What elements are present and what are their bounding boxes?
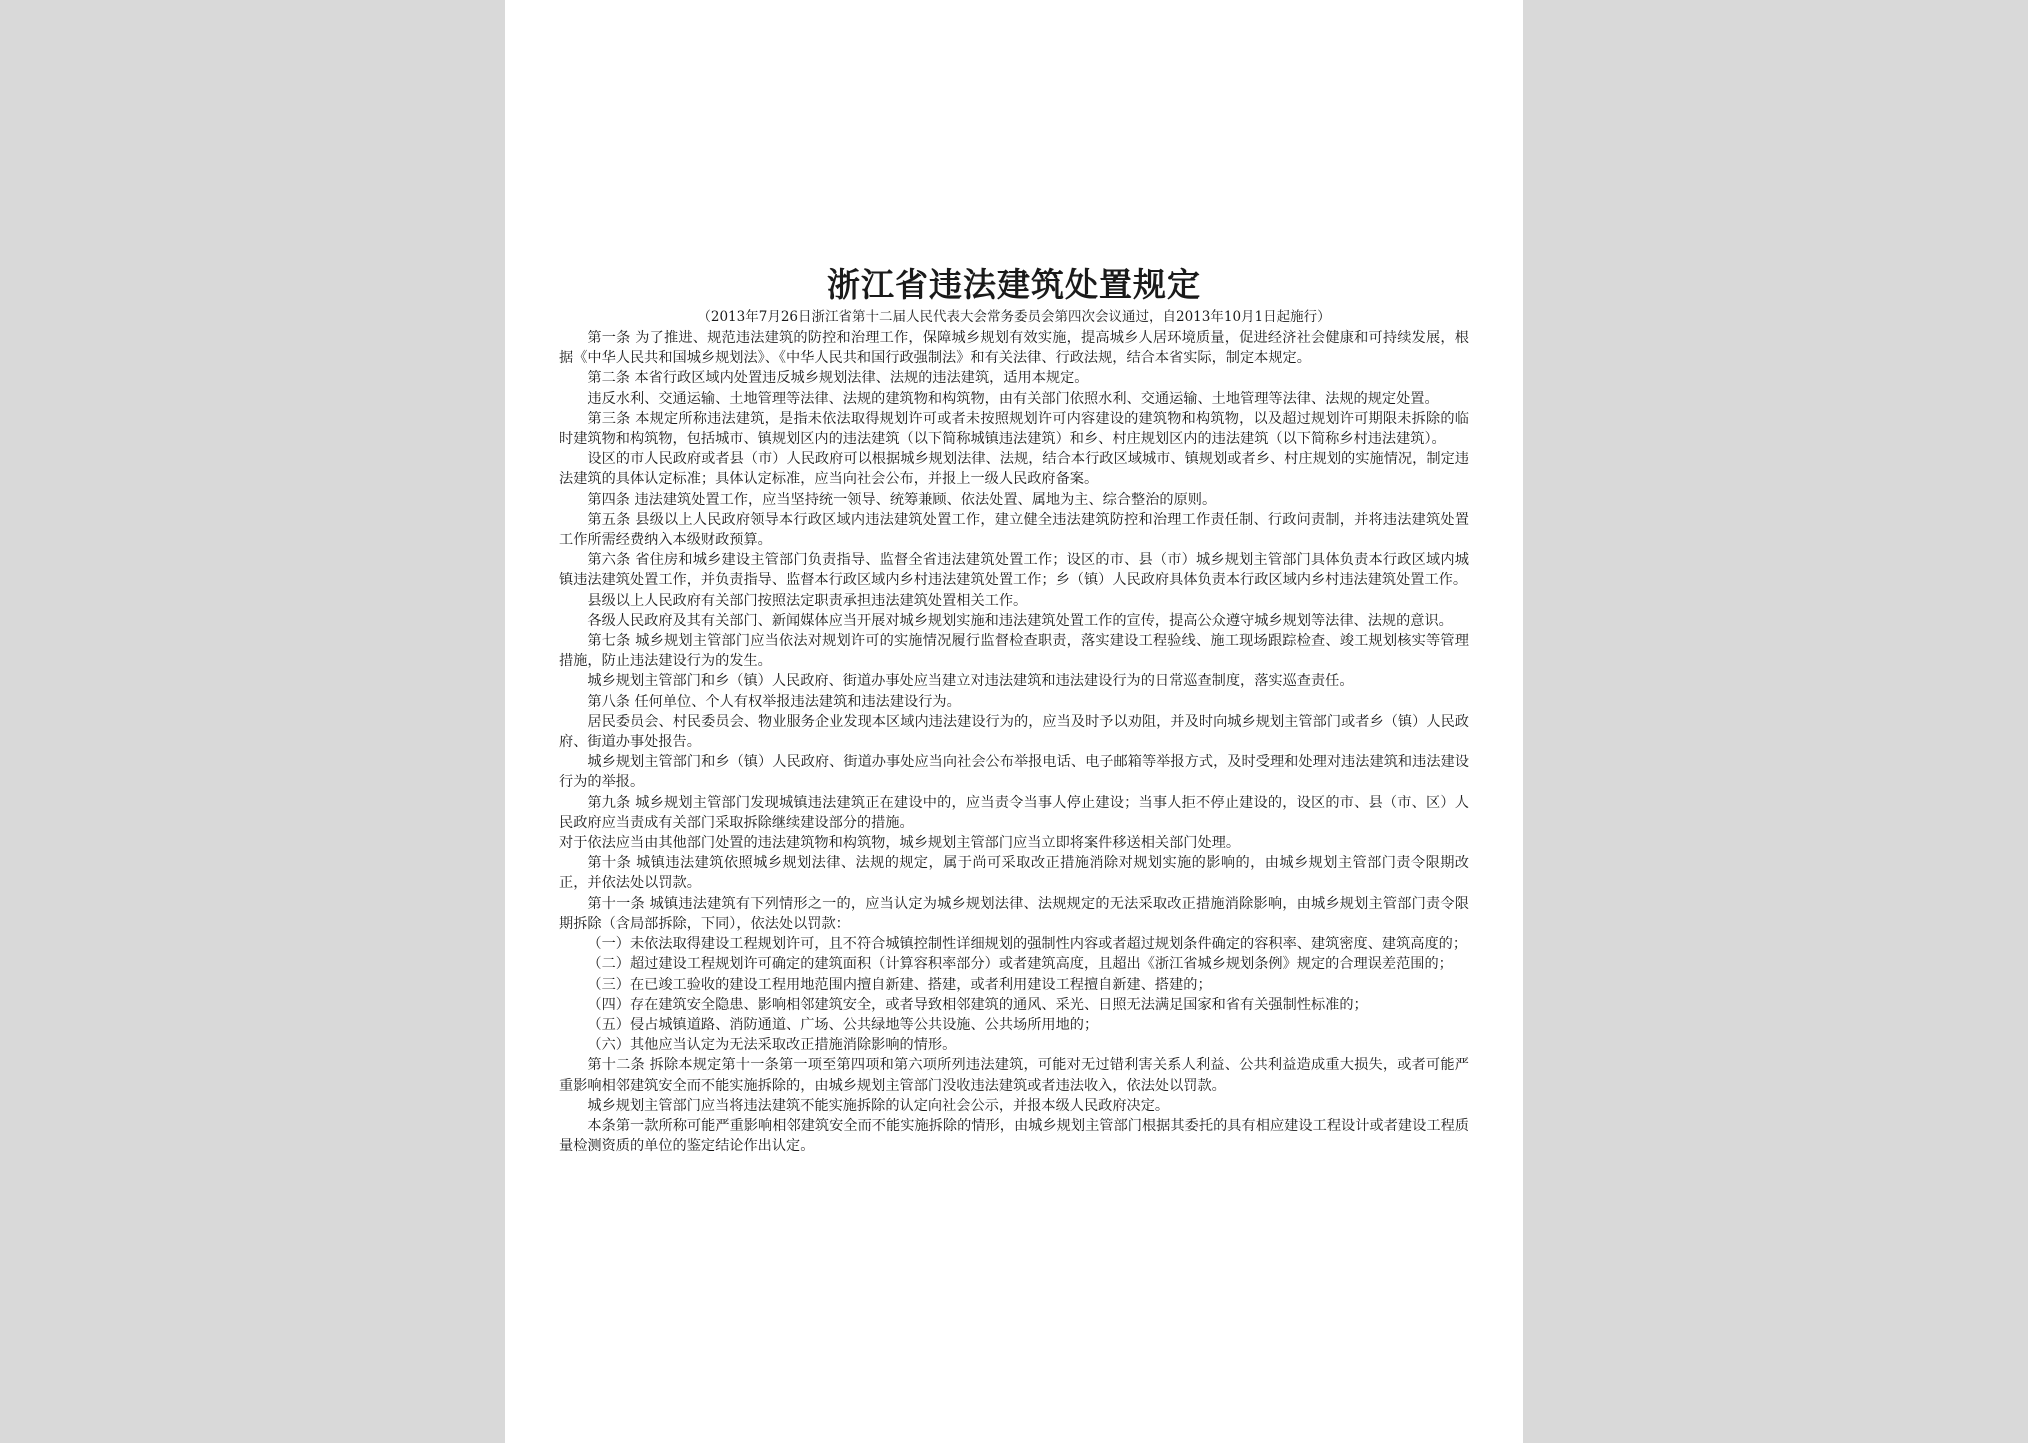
article-8-clause-3: 城乡规划主管部门和乡（镇）人民政府、街道办事处应当向社会公布举报电话、电子邮箱等举报方式，及时受理和处理对违法建筑和违法建设行为的举报。 bbox=[559, 754, 1469, 791]
article-11-item-5: （五）侵占城镇道路、消防通道、广场、公共绿地等公共设施、公共场所用地的； bbox=[587, 1016, 1099, 1033]
article-8-clause-2: 居民委员会、村民委员会、物业服务企业发现本区域内违法建设行为的，应当及时予以劝阻，并及时向城乡规划主管部门或者乡（镇）人民政府、街道办事处报告。 bbox=[559, 713, 1469, 751]
article-11-item-1: （一）未依法取得建设工程规划许可，且不符合城镇控制性详细规划的强制性内容或者超过规划条件确定的容积率、建筑密度、建筑高度的； bbox=[587, 936, 1468, 953]
article-6-clause-3: 各级人民政府及其有关部门、新闻媒体应当开展对城乡规划实施和违法建筑处置工作的宣传，提高公众遵守城乡规划等法律、法规的意识。 bbox=[587, 612, 1453, 629]
article-7: 第七条 城乡规划主管部门应当依法对规划许可的实施情况履行监督检查职责，落实建设工程验线、施工现场跟踪检查、竣工规划核实等管理措施，防止违法建设行为的发生。 bbox=[559, 633, 1469, 670]
article-11-item-6: （六）其他应当认定为无法采取改正措施消除影响的情形。 bbox=[587, 1037, 957, 1054]
article-4: 第四条 违法建筑处置工作，应当坚持统一领导、统筹兼顾、依法处置、属地为主、综合整治的原则。 bbox=[587, 491, 1217, 508]
article-9: 第九条 城乡规划主管部门发现城镇违法建筑正在建设中的，应当责令当事人停止建设；当事人拒不停止建设的，设区的市、县（市、区）人民政府应当责成有关部门采取拆除继续建设部分的措施。 bbox=[559, 794, 1469, 831]
article-6-clause-2: 县级以上人民政府有关部门按照法定职责承担违法建筑处置相关工作。 bbox=[587, 592, 1028, 609]
article-6: 第六条 省住房和城乡建设主管部门负责指导、监督全省违法建筑处置工作；设区的市、县（市）城乡规划主管部门具体负责本行政区域内城镇违法建筑处置工作，并负责指导、监督本行政区域内乡村违法建筑处置工作；乡（镇）人民政府具体负责本行政区域内乡村违法建筑处置工作。 bbox=[559, 552, 1469, 589]
article-11-item-2: （二）超过建设工程规划许可确定的建筑面积（计算容积率部分）或者建筑高度，且超出《浙江省城乡规划条例》规定的合理误差范围的； bbox=[587, 956, 1453, 973]
article-10: 第十条 城镇违法建筑依照城乡规划法律、法规的规定，属于尚可采取改正措施消除对规划实施的影响的，由城乡规划主管部门责令限期改正，并依法处以罚款。 bbox=[559, 855, 1469, 892]
document-page bbox=[505, 0, 1523, 1443]
article-1: 第一条 为了推进、规范违法建筑的防控和治理工作，保障城乡规划有效实施，提高城乡人居环境质量，促进经济社会健康和可持续发展，根据《中华人民共和国城乡规划法》、《中华人民共和国行政强制法》和有关法律、行政法规，结合本省实际，制定本规定。 bbox=[559, 330, 1469, 367]
article-11-item-3: （三）在已竣工验收的建设工程用地范围内擅自新建、搭建，或者利用建设工程擅自新建、搭建的； bbox=[587, 976, 1212, 993]
article-5: 第五条 县级以上人民政府领导本行政区域内违法建筑处置工作，建立健全违法建筑防控和治理工作责任制、行政问责制，并将违法建筑处置工作所需经费纳入本级财政预算。 bbox=[559, 511, 1469, 549]
article-12-clause-3: 本条第一款所称可能严重影响相邻建筑安全而不能实施拆除的情形，由城乡规划主管部门根据其委托的具有相应建设工程设计或者建设工程质量检测资质的单位的鉴定结论作出认定。 bbox=[559, 1117, 1469, 1155]
article-12-clause-2: 城乡规划主管部门应当将违法建筑不能实施拆除的认定向社会公示，并报本级人民政府决定。 bbox=[587, 1097, 1170, 1114]
document-subtitle: （2013年7月26日浙江省第十二届人民代表大会常务委员会第四次会议通过，自2013年10月1日起施行） bbox=[697, 309, 1331, 325]
document-title: 浙江省违法建筑处置规定 bbox=[827, 265, 1201, 304]
article-8: 第八条 任何单位、个人有权举报违法建筑和违法建设行为。 bbox=[587, 693, 961, 710]
article-9-clause-2: 对于依法应当由其他部门处置的违法建筑物和构筑物，城乡规划主管部门应当立即将案件移送相关部门处理。 bbox=[559, 835, 1241, 852]
article-12: 第十二条 拆除本规定第十一条第一项至第四项和第六项所列违法建筑，可能对无过错利害关系人利益、公共利益造成重大损失，或者可能严重影响相邻建筑安全而不能实施拆除的，由城乡规划主管部门没收违法建筑或者违法收入，依法处以罚款。 bbox=[559, 1057, 1469, 1094]
article-2: 第二条 本省行政区域内处置违反城乡规划法律、法规的违法建筑，适用本规定。 bbox=[587, 370, 1089, 387]
article-7-clause-2: 城乡规划主管部门和乡（镇）人民政府、街道办事处应当建立对违法建筑和违法建设行为的日常巡查制度，落实巡查责任。 bbox=[587, 673, 1354, 690]
article-3-clause-2: 设区的市人民政府或者县（市）人民政府可以根据城乡规划法律、法规，结合本行政区域城市、镇规划或者乡、村庄规划的实施情况，制定违法建筑的具体认定标准；具体认定标准，应当向社会公布，并报上一级人民政府备案。 bbox=[559, 451, 1469, 488]
article-2-clause-2: 违反水利、交通运输、土地管理等法律、法规的建筑物和构筑物，由有关部门依照水利、交通运输、土地管理等法律、法规的规定处置。 bbox=[587, 390, 1439, 407]
article-11-item-4: （四）存在建筑安全隐患、影响相邻建筑安全，或者导致相邻建筑的通风、采光、日照无法满足国家和省有关强制性标准的； bbox=[587, 996, 1368, 1013]
article-3: 第三条 本规定所称违法建筑，是指未依法取得规划许可或者未按照规划许可内容建设的建筑物和构筑物，以及超过规划许可期限未拆除的临时建筑物和构筑物，包括城市、镇规划区内的违法建筑（以下简称城镇违法建筑）和乡、村庄规划区内的违法建筑（以下简称乡村违法建筑）。 bbox=[559, 410, 1469, 448]
article-11: 第十一条 城镇违法建筑有下列情形之一的，应当认定为城乡规划法律、法规规定的无法采取改正措施消除影响，由城乡规划主管部门责令限期拆除（含局部拆除，下同），依法处以罚款： bbox=[559, 895, 1469, 932]
